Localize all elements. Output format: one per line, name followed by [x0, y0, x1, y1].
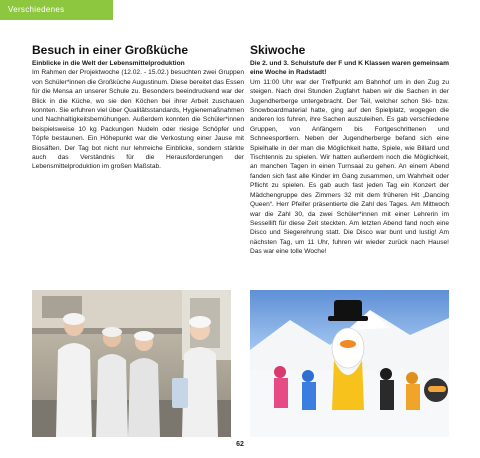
- article-subtitle: Einblicke in die Welt der Lebensmittelproduktion: [32, 60, 185, 67]
- article-body: Um 11:00 Uhr war der Treffpunkt am Bahnhof um in den Zug zu steigen. Nach drei Stunden Zugfahrt haben wir die Sachen in der Jugendherberge untergebracht. Der Teil, welcher schon Ski- bzw. Snowboardmaterial hatte, ging auf den Spielplatz, wogegen die anderen los fuhren, ihre Sachen auszuleihen. Es gab verschiedene Gruppen, von Anfängern bis Fortgeschrittenen und Schneesportlern. Neben der Jugendherberge befand sich eine Spielhalle in der man die Möglichkeit hatte, Spiele, wie Billard und Tischtennis zu spielen. Wir hatten außerdem noch die Möglichkeit, an manchen Tagen in einen Turnsaal zu gehen. An einem Abend fanden sich fast alle Kinder im Gang zusammen, um Wahrheit oder Pflicht zu spielen. Es gab auch fast jeden Tag ein Konzert der Mädchengruppe des Zimmers 32 mit dem früheren Hit „Dancing Queen“. Herr Pfeifer präsentierte die Zahl des Tages. Am Mittwoch war die Zahl 30, da zwei Schüler*innen mit einer Lehrerin im Sessellift für diese Zeit steckten. Am letzten Abend fand noch eine Disco und Siegerehrung statt. Die Disco war bunt und lustig! Am nächsten Tag, um 11 Uhr, fuhren wir wieder zurück nach Hause! Das war eine tolle Woche!: [250, 78, 449, 256]
- article-title: Skiwoche: [250, 43, 306, 57]
- kitchen-scene: [32, 290, 231, 437]
- article-skiwoche: [250, 43, 449, 257]
- article-title: Besuch in einer Großküche: [32, 43, 189, 57]
- ski-group-photo: [250, 290, 449, 437]
- ski-scene: [250, 290, 449, 437]
- section-label: Verschiedenes: [8, 5, 65, 14]
- kitchen-group-photo: [32, 290, 231, 437]
- article-grosskueche: [32, 43, 244, 172]
- page-number: 62: [236, 441, 244, 448]
- article-body: Im Rahmen der Projektwoche (12.02. - 15.02.) besuchten zwei Gruppen von Schüler*innen die Großküche Augustinum. Diese bereitet das Essen für die Mensa an unserer Schule zu. Besonders beeindruckend war der Blick in die Küche, wo sie den Köchen bei ihrer Arbeit zuschauen konnten. Sie erfuhren viel über Qualitätsstandards, Hygienemaßnahmen und Nachhaltigkeitsbemühungen. Außerdem konnten die Schüler*innen beispielsweise 10 kg Packungen Nudeln oder riesige Schöpfer und Töpfe bestaunen. Ein Höhepunkt war die Verkostung einer Jause mit Biosäften. Der Tag bot nicht nur lehrreiche Einblicke, sondern stärkte auch das Verständnis für die Herausforderungen der Lebensmittelproduktion im großen Maßstab.: [32, 69, 244, 171]
- article-subtitle: Die 2. und 3. Schulstufe der F und K Klassen waren gemeinsam eine Woche in Radstadt!: [250, 60, 449, 77]
- section-header-band: [0, 0, 113, 20]
